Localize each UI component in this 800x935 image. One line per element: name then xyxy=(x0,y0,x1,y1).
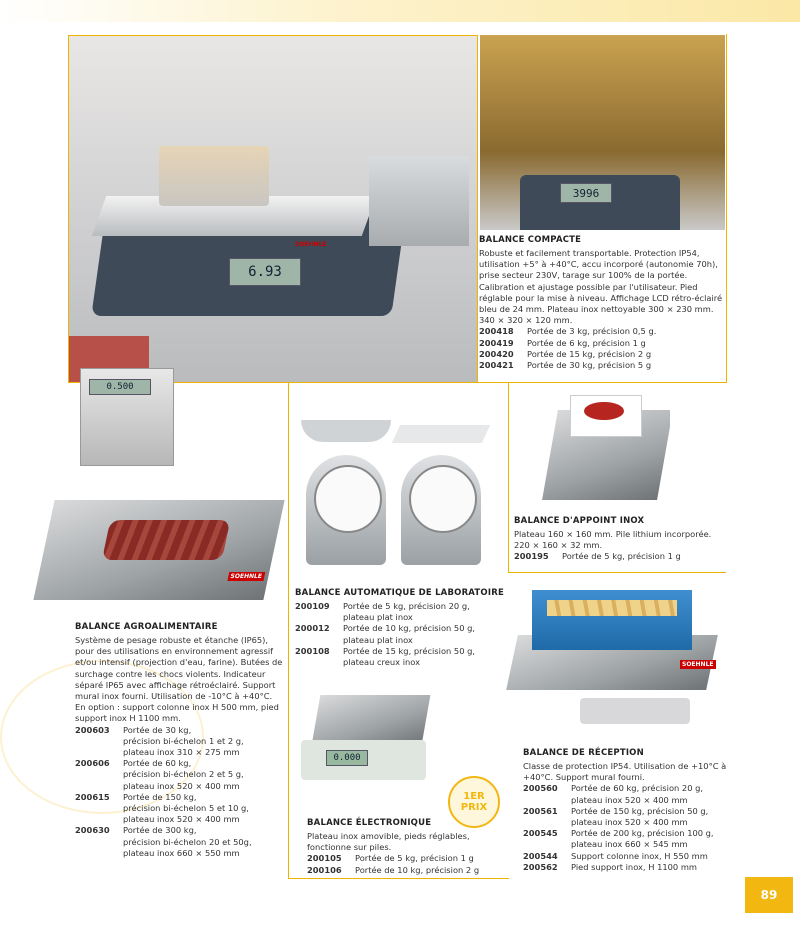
item-text: Portée de 30 kg, précision bi-échelon 1 et 2 g, plateau inox 310 × 275 mm xyxy=(123,724,244,758)
bread-sticks xyxy=(547,600,677,616)
appoint-item-row xyxy=(514,551,719,562)
compacte-title: BALANCE COMPACTE xyxy=(479,235,582,245)
reception-title: BALANCE DE RÉCEPTION xyxy=(523,748,644,758)
item-code: 200606 xyxy=(75,758,110,769)
bowl-plate xyxy=(301,420,391,442)
item-code: 200421 xyxy=(479,360,514,371)
labo-item-list xyxy=(295,601,507,668)
item-text: Portée de 60 kg, précision 20 g, plateau inox 520 × 400 mm xyxy=(571,783,704,805)
compacte-item-row xyxy=(479,338,724,349)
agro-title: BALANCE AGROALIMENTAIRE xyxy=(75,622,218,632)
indicator-display xyxy=(580,698,690,724)
labo-item-row xyxy=(295,646,507,668)
appoint-title: BALANCE D'APPOINT INOX xyxy=(514,516,645,526)
item-text: Portée de 3 kg, précision 0,5 g. xyxy=(527,326,657,337)
item-text: Portée de 6 kg, précision 1 g xyxy=(527,337,646,348)
item-text: Pied support inox, H 1100 mm xyxy=(571,861,697,872)
item-code: 200419 xyxy=(479,337,514,348)
hero-photo-compact-scale xyxy=(68,35,478,383)
red-spice xyxy=(584,402,624,420)
item-code: 200108 xyxy=(295,645,330,656)
agro-item-row xyxy=(75,725,285,759)
photo-reception-scale xyxy=(502,580,720,730)
photo-lab-scales xyxy=(296,395,501,580)
photo-electronic-scale xyxy=(296,690,436,786)
reception-item-row xyxy=(523,828,728,850)
item-code: 200560 xyxy=(523,783,558,794)
labo-title: BALANCE AUTOMATIQUE DE LABORATOIRE xyxy=(295,588,504,598)
agro-item-row xyxy=(75,792,285,826)
reception-item-row xyxy=(523,851,728,862)
compacte-description: Robuste et facilement transportable. Protection IP54, utilisation +5° à +40°C, accu incorporé (autonomie 70h), prise secteur 230V, tarage sur 100% de la portée. Calibration et ajustage possible par l'utilisateur. Pied réglable pour la mise à niveau. Affichage LCD rétro-éclairé bleu de 24 mm. Plateau inox nettoyable 300 × 230 mm. 340 × 320 × 120 mm. xyxy=(479,248,723,326)
agro-item-row xyxy=(75,758,285,792)
item-text: Portée de 200 kg, précision 100 g, plateau inox 660 × 545 mm xyxy=(571,828,714,850)
terrine-tray xyxy=(159,146,269,206)
item-code: 200603 xyxy=(75,724,110,735)
item-code: 200109 xyxy=(295,601,330,611)
item-code: 200615 xyxy=(75,791,110,802)
electro-item-row xyxy=(307,865,502,876)
item-text: Portée de 30 kg, précision 5 g xyxy=(527,360,652,371)
reception-section xyxy=(523,748,728,873)
electro-item-row xyxy=(307,853,502,864)
reception-item-row xyxy=(523,862,728,873)
agro-item-row xyxy=(75,825,285,859)
item-text: Portée de 300 kg, précision bi-échelon 20 et 50g, plateau inox 660 × 550 mm xyxy=(123,825,252,858)
item-text: Portée de 15 kg, précision 2 g xyxy=(527,348,652,359)
electro-section xyxy=(307,818,502,876)
reception-item-list xyxy=(523,783,728,873)
brand-label: SOEHNLE xyxy=(682,661,714,668)
sausages xyxy=(102,520,231,560)
lcd-display: 0.000 xyxy=(326,750,368,766)
reception-item-row xyxy=(523,783,728,805)
item-text: Portée de 10 kg, précision 2 g xyxy=(355,864,480,875)
lcd-display: 3996 xyxy=(560,183,612,203)
appoint-description: Plateau 160 × 160 mm. Pile lithium incorporée. 220 × 160 × 32 mm. xyxy=(514,529,712,551)
item-code: 200420 xyxy=(479,348,514,359)
badge-line2: PRIX xyxy=(460,802,488,813)
electro-description: Plateau inox amovible, pieds réglables, fonctionne sur piles. xyxy=(307,831,470,853)
item-code: 200012 xyxy=(295,623,330,634)
brand-label: SOEHNLE xyxy=(227,572,264,581)
foil-tray-right xyxy=(369,156,469,246)
badge-line1: 1ER xyxy=(463,791,485,802)
top-band xyxy=(0,0,800,22)
photo-agro-platform-sausages xyxy=(33,500,284,600)
blue-crate xyxy=(532,590,692,650)
item-code: 200106 xyxy=(307,864,342,875)
item-text: Portée de 10 kg, précision 50 g, plateau plat inox xyxy=(343,623,476,645)
item-text: Portée de 150 kg, précision 50 g, plateau inox 520 × 400 mm xyxy=(571,805,709,828)
dial-face-right xyxy=(409,465,477,533)
compacte-section xyxy=(479,235,724,371)
item-text: Portée de 5 kg, précision 20 g, plateau plat inox xyxy=(343,601,470,623)
item-code: 200105 xyxy=(307,853,342,864)
item-text: Portée de 15 kg, précision 50 g, plateau creux inox xyxy=(343,645,476,668)
photo-agro-indicator xyxy=(80,368,174,466)
labo-item-row xyxy=(295,623,507,645)
item-text: Portée de 60 kg, précision bi-échelon 2 et 5 g, plateau inox 520 × 400 mm xyxy=(123,758,244,791)
agro-item-list xyxy=(75,725,285,859)
labo-section xyxy=(295,588,507,668)
electro-title: BALANCE ÉLECTRONIQUE xyxy=(307,818,432,828)
compacte-item-row xyxy=(479,326,724,337)
item-text: Portée de 5 kg, précision 1 g xyxy=(562,551,681,562)
reception-item-row xyxy=(523,806,728,828)
flat-plate xyxy=(392,425,490,443)
appoint-section xyxy=(514,516,719,563)
scale-plate xyxy=(312,695,431,745)
electro-item-list xyxy=(307,853,502,875)
brand-label: SOEHNLE xyxy=(295,241,327,248)
compacte-item-list xyxy=(479,326,724,371)
item-text: Portée de 150 kg, précision bi-échelon 5 et 10 g, plateau inox 520 × 400 mm xyxy=(123,791,249,825)
labo-item-row xyxy=(295,601,507,623)
appoint-item-list xyxy=(514,551,719,562)
item-text: Support colonne inox, H 550 mm xyxy=(571,850,708,861)
compacte-item-row xyxy=(479,360,724,371)
agro-section xyxy=(75,622,285,859)
item-text: Portée de 5 kg, précision 1 g xyxy=(355,853,474,864)
compacte-item-row xyxy=(479,349,724,360)
item-code: 200630 xyxy=(75,825,110,836)
item-code: 200562 xyxy=(523,861,558,872)
lcd-display: 0.500 xyxy=(89,379,151,395)
lcd-display: 6.93 xyxy=(229,258,301,286)
item-code: 200545 xyxy=(523,828,558,839)
item-code: 200544 xyxy=(523,850,558,861)
agro-description: Système de pesage robuste et étanche (IP65), pour des utilisations en environnement agressif et/ou intensif (projection d'eau, farine). Butées de surchage contre les chocs violents. Indicateur séparé IP65 avec affichage rétroéclairé. Support mural inox fourni. Utilisation de -10°C à +40°C. En option : support colonne inox H 500 mm, pied support inox H 1100 mm. xyxy=(75,635,283,724)
item-code: 200561 xyxy=(523,805,558,816)
dial-face-left xyxy=(314,465,382,533)
page-number: 89 xyxy=(745,877,793,913)
item-code: 200418 xyxy=(479,326,514,337)
item-code: 200195 xyxy=(514,551,549,562)
reception-description: Classe de protection IP54. Utilisation de +10°C à +40°C. Support mural fourni. xyxy=(523,761,727,783)
photo-appoint-scale xyxy=(540,390,670,510)
